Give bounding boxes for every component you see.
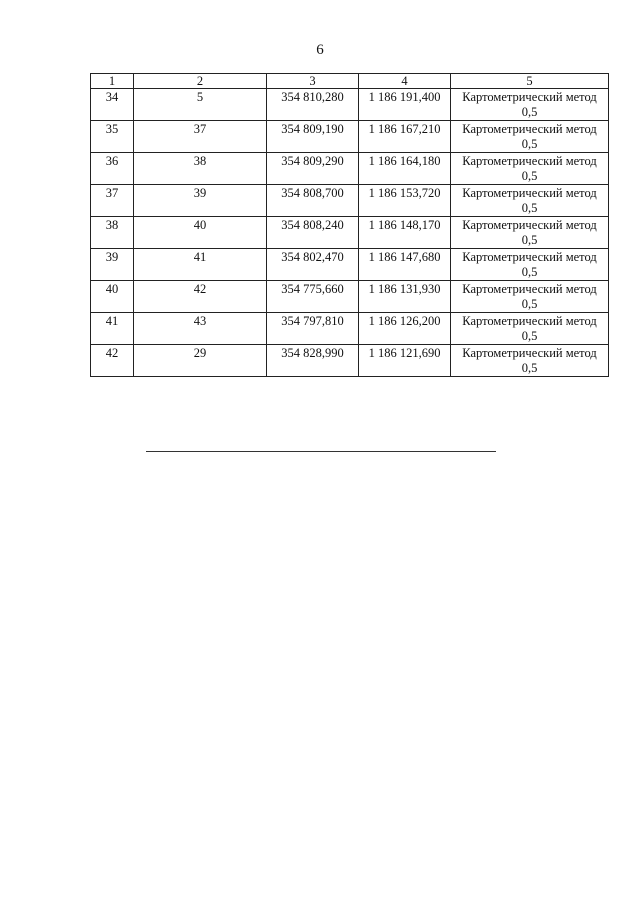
method-accuracy: 0,5	[521, 264, 538, 279]
table-row	[91, 217, 609, 249]
method-cell	[451, 313, 609, 345]
row-number-cell: 35	[91, 121, 134, 153]
method-accuracy: 0,5	[521, 360, 538, 375]
x-coordinate-cell: 354 828,990	[267, 345, 359, 377]
row-number-cell: 38	[91, 217, 134, 249]
y-coordinate-cell: 1 186 131,930	[359, 281, 451, 313]
method-cell	[451, 153, 609, 185]
y-coordinate-cell: 1 186 191,400	[359, 89, 451, 121]
y-coordinate-cell: 1 186 148,170	[359, 217, 451, 249]
point-number-cell: 29	[134, 345, 267, 377]
column-header-4: 4	[359, 74, 451, 89]
table-row	[91, 121, 609, 153]
point-number-cell: 37	[134, 121, 267, 153]
method-accuracy: 0,5	[521, 168, 538, 183]
method-cell	[451, 121, 609, 153]
method-cell	[451, 345, 609, 377]
point-number-cell: 43	[134, 313, 267, 345]
method-cell	[451, 185, 609, 217]
method-accuracy: 0,5	[521, 136, 538, 151]
coordinates-table	[90, 73, 609, 377]
end-of-document-line	[146, 451, 496, 452]
x-coordinate-cell: 354 802,470	[267, 249, 359, 281]
point-number-cell: 5	[134, 89, 267, 121]
x-coordinate-cell: 354 810,280	[267, 89, 359, 121]
method-accuracy: 0,5	[521, 296, 538, 311]
row-number-cell: 34	[91, 89, 134, 121]
x-coordinate-cell: 354 775,660	[267, 281, 359, 313]
point-number-cell: 41	[134, 249, 267, 281]
x-coordinate-cell: 354 809,290	[267, 153, 359, 185]
method-name: Картометрический метод	[462, 186, 597, 200]
table-row	[91, 345, 609, 377]
row-number-cell: 42	[91, 345, 134, 377]
point-number-cell: 38	[134, 153, 267, 185]
row-number-cell: 40	[91, 281, 134, 313]
method-name: Картометрический метод	[462, 314, 597, 328]
row-number-cell: 36	[91, 153, 134, 185]
x-coordinate-cell: 354 808,240	[267, 217, 359, 249]
x-coordinate-cell: 354 797,810	[267, 313, 359, 345]
x-coordinate-cell: 354 808,700	[267, 185, 359, 217]
y-coordinate-cell: 1 186 147,680	[359, 249, 451, 281]
x-coordinate-cell: 354 809,190	[267, 121, 359, 153]
method-name: Картометрический метод	[462, 154, 597, 168]
method-name: Картометрический метод	[462, 90, 597, 104]
point-number-cell: 39	[134, 185, 267, 217]
table-row	[91, 281, 609, 313]
y-coordinate-cell: 1 186 121,690	[359, 345, 451, 377]
method-name: Картометрический метод	[462, 282, 597, 296]
method-name: Картометрический метод	[462, 122, 597, 136]
table-body	[91, 89, 609, 377]
table-row	[91, 89, 609, 121]
table-row	[91, 313, 609, 345]
column-header-3: 3	[267, 74, 359, 89]
row-number-cell: 37	[91, 185, 134, 217]
column-header-1: 1	[91, 74, 134, 89]
method-cell	[451, 217, 609, 249]
method-accuracy: 0,5	[521, 328, 538, 343]
point-number-cell: 40	[134, 217, 267, 249]
method-name: Картометрический метод	[462, 250, 597, 264]
y-coordinate-cell: 1 186 167,210	[359, 121, 451, 153]
method-accuracy: 0,5	[521, 232, 538, 247]
method-cell	[451, 249, 609, 281]
y-coordinate-cell: 1 186 153,720	[359, 185, 451, 217]
column-header-5: 5	[451, 74, 609, 89]
method-name: Картометрический метод	[462, 346, 597, 360]
table-row	[91, 185, 609, 217]
table-row	[91, 249, 609, 281]
row-number-cell: 41	[91, 313, 134, 345]
y-coordinate-cell: 1 186 126,200	[359, 313, 451, 345]
page-number: 6	[316, 42, 324, 58]
method-accuracy: 0,5	[521, 104, 538, 119]
y-coordinate-cell: 1 186 164,180	[359, 153, 451, 185]
point-number-cell: 42	[134, 281, 267, 313]
table-header-row	[91, 74, 609, 89]
row-number-cell: 39	[91, 249, 134, 281]
method-cell	[451, 89, 609, 121]
method-cell	[451, 281, 609, 313]
method-accuracy: 0,5	[521, 200, 538, 215]
table-row	[91, 153, 609, 185]
method-name: Картометрический метод	[462, 218, 597, 232]
column-header-2: 2	[134, 74, 267, 89]
